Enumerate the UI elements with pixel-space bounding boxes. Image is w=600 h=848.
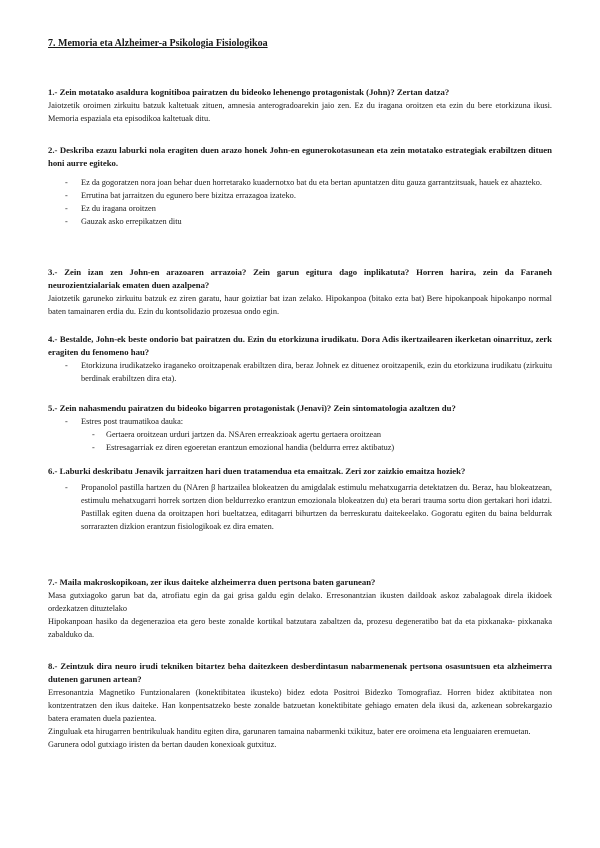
section-5 [48, 402, 552, 454]
list-item: - Estres post traumatikoa dauka: [48, 415, 552, 428]
list-item: - Ez da gogoratzen nora joan behar duen horretarako kuadernotxo bat du eta bertan apuntatzen ditu gauza garrantzitsuak, hauek ez ahazteko. [48, 176, 552, 189]
answer-2-list [48, 176, 552, 228]
section-4 [48, 333, 552, 385]
list-item: - Gauzak asko errepikatzen ditu [48, 215, 552, 228]
answer-7-paragraph: Masa gutxiagoko garun bat da, atrofiatu egin da gai grisa galdu egin delako. Erresonantzian ikusten daildoak askoz zabalagoak direla ikidoek ordezkatzen dituztelako [48, 591, 552, 613]
sub-list-item: - Estresagarriak ez diren egoeretan erantzun emozional handia (beldurra errez aktibatuz) [48, 441, 552, 454]
question-4: 4.- Bestalde, John-ek beste ondorio bat pairatzen du. Ezin du etorkizuna irudikatu. Dora Adis ikertzailearen ikerketan oinarrituz, zerk eragiten du fenomeno hau? [48, 334, 552, 357]
list-item: - Errutina bat jarraitzen du egunero bere bizitza errazagoa izateko. [48, 189, 552, 202]
answer-6-list [48, 481, 552, 533]
list-item: - Etorkizuna irudikatzeko iraganeko oroitzapenak erabiltzen dira, beraz Johnek ez dituenez oroitzapenik, ezin du etorkizuna irudikatu (zirkuitu berdinak erabiltzen dira eta). [48, 359, 552, 385]
question-6: 6.- Laburki deskribatu Jenavik jarraitzen hari duen tratamendua eta emaitzak. Zeri zor zaizkio emaitza hoziek? [48, 466, 466, 476]
list-item: - Propanolol pastilla hartzen du (NAren β hartzailea blokeatzen du amigdalak estimulu mehatxugarria detektatzen du. Beraz, hau blokeatzean, estimulu mehatxugarri horrek sortzen dion beldurrezko erantzun emozionala blokeatzen du) eta berari trauma sortu dion gertakari hori idatzi. Pastillak egiten duena da oroitzapen hori bueltatzea, editagarri bihurtzen da berreskuratu daitekeelako. Gogoratu egiten du baina beldurrak sorrarazten dizkion erantzun fisiologikoak ez dira ematen. [48, 481, 552, 533]
answer-8-paragraph: Zinguluak eta hirugarren bentrikuluak handitu egiten dira, garunaren tamaina nabarmenki txikituz, bater ere oroimena eta lenguaiaren eremuetan. [48, 727, 531, 736]
question-8: 8.- Zeintzuk dira neuro irudi tekniken bitartez beha daitezkeen desberdintasun nabarmenenak pertsona osasuntsuen eta alzheimerra dutenen garunen artean? [48, 661, 552, 684]
question-7: 7.- Maila makroskopikoan, zer ikus daiteke alzheimerra duen pertsona baten garunean? [48, 577, 376, 587]
section-7 [48, 576, 552, 641]
answer-1-paragraph: Jaiotzetik oroimen zirkuitu batzuk kaltetuak zituen, amnesia anterogradoarekin jaio zen. Ez du iragana oroitzen eta ezin du bere etorkizuna ikusi. Memoria espaziala eta episodikoa kaltetuak ditu. [48, 101, 552, 123]
section-1 [48, 86, 552, 125]
answer-8-paragraph: Erresonantzia Magnetiko Funtzionalaren (konektibitatea ikusteko) bidez edota Positroi Bidezko Tomografiaz. Horren bidez aktibitatea non kontzentratzen den ikus daiteke. Han konpentsatzeko beste zonalde batzuetan konektibitate gehiago ematen dela ikusi da, azkenean sobrekargazio batera eramaten duela pazientea. [48, 688, 552, 723]
question-5: 5.- Zein nahasmendu pairatzen du bideoko bigarren protagonistak (Jenavi)? Zein sintomatologia azaltzen du? [48, 403, 456, 413]
sub-list-item: - Gertaera oroitzean urduri jartzen da. NSAren erreakzioak agertu gertaera oroitzean [48, 428, 552, 441]
answer-7-paragraph: Hipokanpoan hasiko da degenerazioa eta gero beste zonalde kortikal batzutara zabaltzen da, prozesu degeneratibo bat da eta pixkanaka- pixkanaka zabalduko da. [48, 617, 552, 639]
section-3 [48, 266, 552, 318]
list-item: - Ez du iragana oroitzen [48, 202, 552, 215]
answer-8-paragraph: Garunera odol gutxiago iristen da bertan dauden konexioak gutxituz. [48, 740, 277, 749]
answer-3-paragraph: Jaiotzetik garuneko zirkuitu batzuk ez ziren garatu, haur goiztiar bat izan zelako. Hipokanpoa (bitako ezta bat) Bere hipokanpoak hipokanpo normal baten tamainaren erdia du. Ezin du kontsolidazio prozesua ondo egin. [48, 294, 552, 316]
section-2 [48, 144, 552, 228]
question-1: 1.- Zein motatako asaldura kognitiboa pairatzen du bideoko lehenengo protagonistak (John)? Zertan datza? [48, 87, 450, 97]
page-title: 7. Memoria eta Alzheimer-a Psikologia Fisiologikoa [48, 38, 268, 49]
section-8 [48, 660, 552, 751]
answer-4-list [48, 359, 552, 385]
question-2: 2.- Deskriba ezazu laburki nola eragiten duen arazo honek John-en egunerokotasunean eta zein motatako estrategiak erabiltzen dituen honi aurre egiteko. [48, 145, 552, 168]
section-6 [48, 465, 552, 533]
answer-5-list [48, 415, 552, 454]
question-3: 3.- Zein izan zen John-en arazoaren arrazoia? Zein garun egitura dago inplikatuta? Horren harira, zein da Faraneh neurozientzialariak ematen duen azalpena? [48, 267, 552, 290]
